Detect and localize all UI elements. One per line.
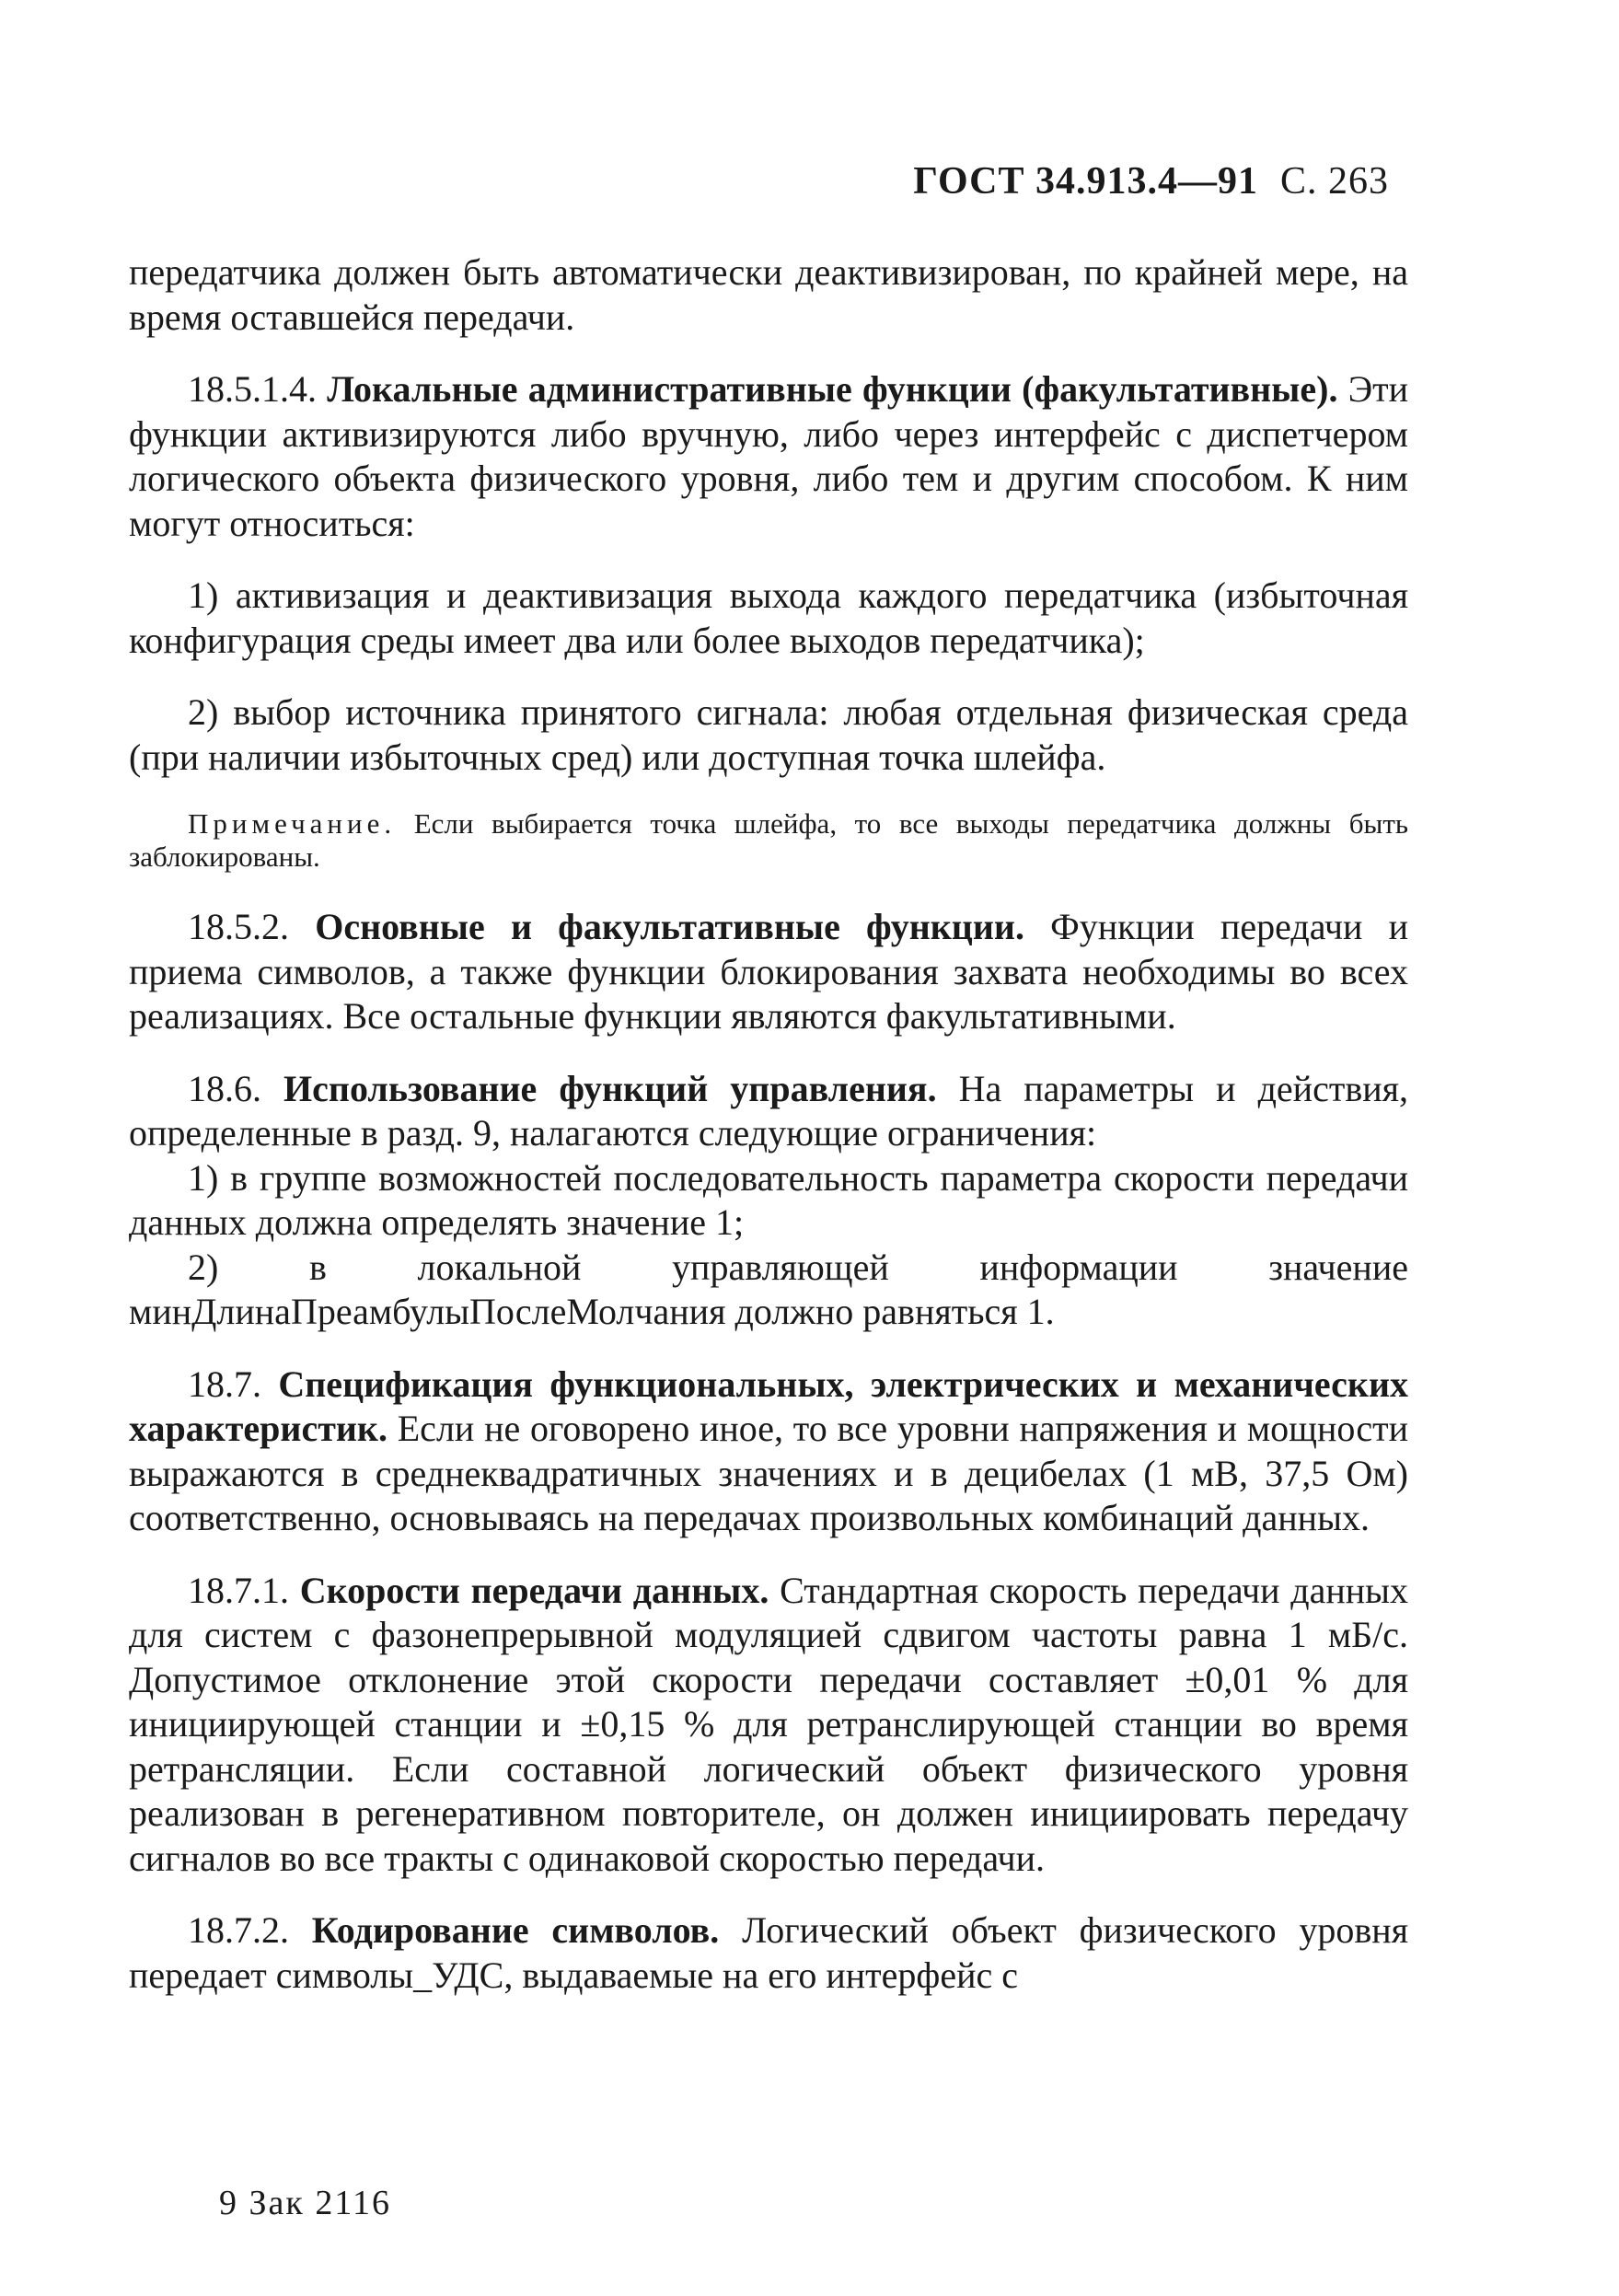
section-number: 18.5.1.4. <box>188 368 317 410</box>
section-title: Использование функций управления. <box>283 1067 937 1109</box>
page-header <box>913 158 1389 204</box>
section-text: На параметры и действия, определенные в разд. 9, налагаются следующие ограничения: <box>129 1067 1409 1154</box>
print-order-footer: 9 Зак 2116 <box>219 2184 391 2222</box>
section-text: Если не оговорено иное, то все уровни напряжения и мощности выражаются в среднеквадратичных значениях и в децибелах (1 мВ, 37,5 Ом) соответственно, основываясь на передачах произвольных комбинаций данных. <box>129 1408 1409 1538</box>
list-item-text: 1) в группе возможностей последовательность параметра скорости передачи данных должна определять значение 1; <box>129 1156 1408 1243</box>
list-item-1 <box>129 574 1408 663</box>
paragraph-continuation <box>129 250 1408 340</box>
section-title: Спецификация функциональных, электрических и механических характеристик. <box>129 1363 1408 1449</box>
section-title: Локальные административные функции (факультативные). <box>327 368 1338 410</box>
section-number: 18.7. <box>188 1363 261 1405</box>
section-title: Скорости передачи данных. <box>299 1569 769 1611</box>
note-label: Примечание. <box>188 807 397 840</box>
section-number: 18.7.2. <box>188 1909 289 1951</box>
page-number: С. 263 <box>1279 160 1389 203</box>
document-body <box>129 250 1408 2025</box>
list-item-text: 2) в локальной управляющей информации значение минДлинаПреамбулыПослеМолчания должно равняться 1. <box>129 1246 1408 1332</box>
note <box>129 807 1408 874</box>
section-text: Логический объект физического уровня передает символы_УДС, выдаваемые на его интерфейс с <box>129 1909 1409 1996</box>
section-title: Основные и факультативные функции. <box>315 906 1024 947</box>
note-text: Если выбирается точка шлейфа, то все выходы передатчика должны быть заблокированы. <box>129 807 1409 873</box>
section-title: Кодирование символов. <box>311 1909 720 1951</box>
section-18-5-2 <box>129 905 1408 1039</box>
section-18-7-1 <box>129 1569 1408 1882</box>
section-number: 18.7.1. <box>188 1569 289 1611</box>
section-18-7-2 <box>129 1908 1408 1998</box>
section-18-5-1-4 <box>129 367 1408 546</box>
section-number: 18.5.2. <box>188 906 289 947</box>
section-number: 18.6. <box>188 1067 261 1109</box>
list-item-2 <box>129 690 1408 780</box>
section-text: Функции передачи и приема символов, а также функции блокирования захвата необходимы во всех реализациях. Все остальные функции являются факультативными. <box>129 906 1409 1037</box>
paragraph-text: передатчика должен быть автоматически деактивизирован, по крайней мере, на время оставшейся передачи. <box>129 251 1408 338</box>
list-item-text: 2) выбор источника принятого сигнала: любая отдельная физическая среда (при наличии избыточных сред) или доступная точка шлейфа. <box>129 691 1408 778</box>
section-18-7 <box>129 1363 1408 1541</box>
standard-number: ГОСТ 34.913.4—91 <box>913 160 1258 203</box>
section-text: Эти функции активизируются либо вручную, либо через интерфейс с диспетчером логического объекта физического уровня, либо тем и другим способом. К ним могут относиться: <box>129 368 1409 544</box>
list-item-1 <box>129 1156 1408 1246</box>
list-item-text: 1) активизация и деактивизация выхода каждого передатчика (избыточная конфигурация среды имеет два или более выходов передатчика); <box>129 574 1408 661</box>
section-text: Стандартная скорость передачи данных для систем с фазонепрерывной модуляцией сдвигом частоты равна 1 мБ/с. Допустимое отклонение этой скорости передачи составляет ±0,01 % для инициирующей станции и ±0,15 % для ретранслирующей станции во время ретрансляции. Если составной логический объект физического уровня реализован в регенеративном повторителе, он должен инициировать передачу сигналов во все тракты с одинаковой скоростью передачи. <box>129 1569 1409 1879</box>
list-item-2 <box>129 1246 1408 1335</box>
section-18-6 <box>129 1067 1408 1156</box>
